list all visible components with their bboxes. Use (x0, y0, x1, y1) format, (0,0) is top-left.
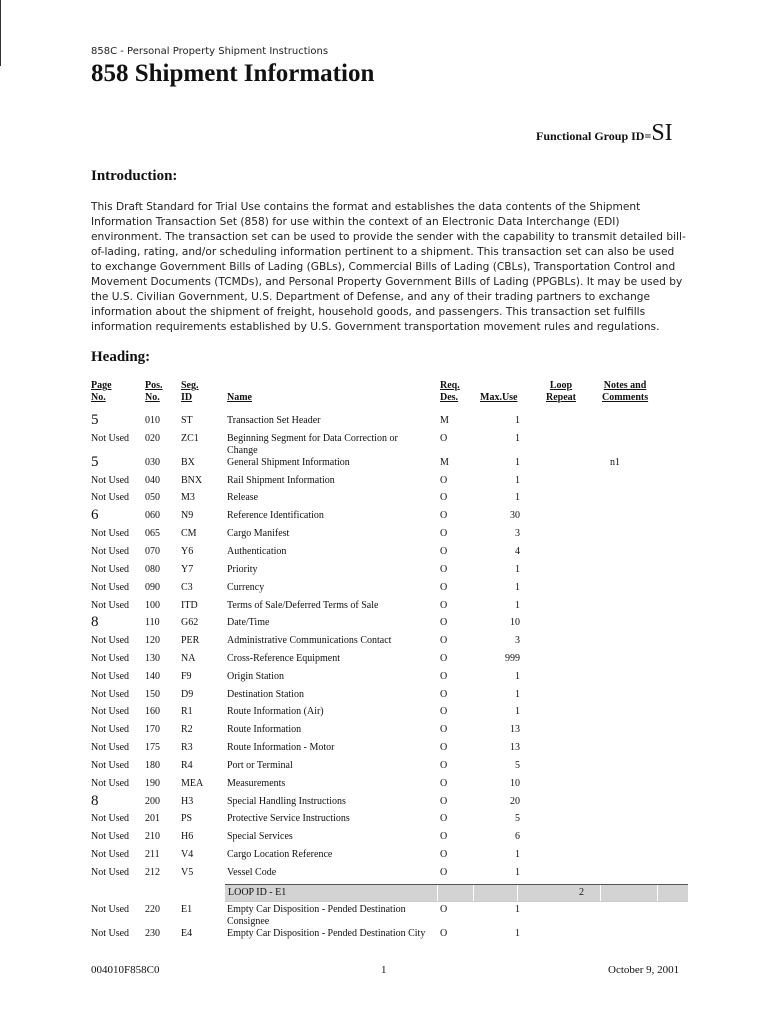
position-number: 065 (145, 528, 160, 539)
position-number: 140 (145, 671, 160, 682)
segment-id: M3 (181, 492, 195, 503)
segment-id: G62 (181, 617, 199, 628)
requirement-designator: O (440, 760, 448, 771)
max-use: 1 (515, 457, 520, 468)
segment-name: Port or Terminal (227, 760, 293, 771)
col-header-loop: Loop Repeat (546, 380, 576, 403)
loop-id-label: LOOP ID - E1 (228, 887, 287, 898)
loop-repeat: 2 (579, 887, 584, 898)
position-number: 100 (145, 600, 160, 611)
footer-date: October 9, 2001 (608, 964, 680, 976)
segment-name: Measurements (227, 778, 286, 789)
segment-id: R1 (181, 706, 193, 717)
requirement-designator: O (440, 546, 448, 557)
functional-group-label: Functional Group ID= (536, 129, 652, 143)
max-use: 1 (515, 564, 520, 575)
requirement-designator: O (440, 867, 448, 878)
page-number: Not Used (91, 760, 130, 771)
position-number: 130 (145, 653, 160, 664)
footer-doc-id: 004010F858C0 (91, 964, 160, 976)
position-number: 070 (145, 546, 160, 557)
requirement-designator: O (440, 742, 448, 753)
position-number: 160 (145, 706, 160, 717)
max-use: 10 (510, 778, 520, 789)
segment-name: Transaction Set Header (227, 415, 321, 426)
position-number: 150 (145, 689, 160, 700)
col-header-page: Page No. (91, 380, 112, 403)
requirement-designator: O (440, 689, 448, 700)
segment-name: Authentication (227, 546, 287, 557)
segment-id: MEA (181, 778, 204, 789)
max-use: 3 (515, 635, 520, 646)
max-use: 1 (515, 706, 520, 717)
max-use: 30 (510, 510, 520, 521)
position-number: 211 (145, 849, 160, 860)
col-header-name: Name (227, 392, 252, 403)
max-use: 1 (515, 928, 520, 939)
max-use: 4 (515, 546, 520, 557)
segment-name: Route Information (227, 724, 302, 735)
position-number: 010 (145, 415, 160, 426)
page-number: Not Used (91, 778, 130, 789)
max-use: 1 (515, 415, 520, 426)
page-number: 8 (91, 614, 99, 630)
max-use: 13 (510, 742, 520, 753)
segment-id: Y7 (181, 564, 194, 575)
segment-name: Origin Station (227, 671, 284, 682)
segment-name: Protective Service Instructions (227, 813, 350, 824)
segment-id: E4 (181, 928, 193, 939)
segment-name: Cargo Location Reference (227, 849, 333, 860)
page-number: Not Used (91, 433, 130, 444)
heading-section-title: Heading: (91, 349, 151, 365)
position-number: 120 (145, 635, 160, 646)
segment-name: Release (227, 492, 259, 503)
segment-id: BNX (181, 475, 203, 486)
page-number: Not Used (91, 689, 130, 700)
max-use: 1 (515, 867, 520, 878)
segment-name: Route Information - Motor (227, 742, 335, 753)
position-number: 180 (145, 760, 160, 771)
requirement-designator: O (440, 433, 448, 444)
requirement-designator: O (440, 492, 448, 503)
page-title: 858 Shipment Information (91, 60, 375, 87)
max-use: 6 (515, 831, 520, 842)
page-number: 6 (91, 507, 99, 523)
position-number: 200 (145, 796, 160, 807)
position-number: 030 (145, 457, 160, 468)
requirement-designator: O (440, 475, 448, 486)
segment-id: N9 (181, 510, 194, 521)
introduction-text: This Draft Standard for Trial Use contains the format and establishes the data contents of the Shipment Information Transaction Set (858) for use within the context of an Electronic Data Interchange (EDI) environment. The transaction set can be used to provide the sender with the capability to transmit detailed bill-of-lading, rating, and/or scheduling information pertinent to a shipment. This transaction set can also be used to exchange Government Bills of Lading (GBLs), Commercial Bills of Lading (CBLs), Transportation Control and Movement Documents (TCMDs), and Personal Property Government Bills of Lading (PPGBLs). It may be used by the U.S. Civilian Government, U.S. Department of Defense, and any of their trading partners to exchange information about the shipment of freight, household goods, and passengers. This transaction set fulfills information requirements established by U.S. Government transportation movement rules and regulations. (91, 201, 686, 333)
max-use: 5 (515, 760, 520, 771)
segment-name: General Shipment Information (227, 457, 350, 468)
introduction-heading: Introduction: (91, 168, 178, 184)
requirement-designator: O (440, 706, 448, 717)
page-number: Not Used (91, 813, 130, 824)
col-header-seg: Seg. ID (181, 380, 199, 403)
page-number: Not Used (91, 867, 130, 878)
segment-name: Vessel Code (227, 867, 277, 878)
max-use: 13 (510, 724, 520, 735)
segment-id: C3 (181, 582, 193, 593)
segment-name: Terms of Sale/Deferred Terms of Sale (227, 600, 379, 611)
requirement-designator: O (440, 528, 448, 539)
col-header-req: Req. Des. (440, 380, 460, 403)
requirement-designator: O (440, 582, 448, 593)
position-number: 090 (145, 582, 160, 593)
position-number: 175 (145, 742, 160, 753)
segment-name: Cargo Manifest (227, 528, 290, 539)
page-number: Not Used (91, 742, 130, 753)
footer-page-number: 1 (381, 964, 387, 976)
requirement-designator: O (440, 813, 448, 824)
position-number: 040 (145, 475, 160, 486)
page-number: Not Used (91, 928, 130, 939)
requirement-designator: O (440, 617, 448, 628)
position-number: 170 (145, 724, 160, 735)
segment-id: NA (181, 653, 196, 664)
segment-name: Rail Shipment Information (227, 475, 335, 486)
segment-id: H3 (181, 796, 194, 807)
functional-group-id (536, 120, 673, 147)
page-number: 5 (91, 412, 99, 428)
segment-id: R3 (181, 742, 193, 753)
page-number: Not Used (91, 849, 130, 860)
page-number: Not Used (91, 635, 130, 646)
document-subtitle: 858C - Personal Property Shipment Instructions (91, 46, 329, 57)
position-number: 212 (145, 867, 160, 878)
segment-id: PS (181, 813, 193, 824)
page-number: 5 (91, 454, 99, 470)
page-number: Not Used (91, 724, 130, 735)
segment-id: E1 (181, 904, 193, 915)
position-number: 190 (145, 778, 160, 789)
position-number: 230 (145, 928, 160, 939)
requirement-designator: O (440, 928, 448, 939)
page-number: Not Used (91, 831, 130, 842)
segment-id: ZC1 (181, 433, 199, 444)
col-header-max: Max.Use (480, 392, 518, 403)
page-number: Not Used (91, 528, 130, 539)
max-use: 1 (515, 492, 520, 503)
note-ref: n1 (610, 457, 620, 468)
segment-name: Empty Car Disposition - Pended Destination City (227, 928, 426, 939)
position-number: 201 (145, 813, 160, 824)
requirement-designator: O (440, 635, 448, 646)
max-use: 1 (515, 433, 520, 444)
segment-name: Special Handling Instructions (227, 796, 346, 807)
max-use: 1 (515, 475, 520, 486)
max-use: 1 (515, 849, 520, 860)
page-number: Not Used (91, 706, 130, 717)
requirement-designator: O (440, 778, 448, 789)
segment-id: R4 (181, 760, 193, 771)
requirement-designator: O (440, 904, 448, 915)
position-number: 110 (145, 617, 160, 628)
segment-name: Special Services (227, 831, 293, 842)
segment-name: Priority (227, 564, 258, 575)
col-header-pos: Pos. No. (145, 380, 163, 403)
segment-name: Route Information (Air) (227, 706, 324, 717)
page-number: Not Used (91, 492, 130, 503)
page-number: Not Used (91, 564, 130, 575)
page-number: Not Used (91, 582, 130, 593)
position-number: 080 (145, 564, 160, 575)
requirement-designator: O (440, 796, 448, 807)
max-use: 1 (515, 582, 520, 593)
segment-name: Date/Time (227, 617, 270, 628)
segment-id: ST (181, 415, 193, 426)
max-use: 10 (510, 617, 520, 628)
max-use: 1 (515, 671, 520, 682)
requirement-designator: M (440, 415, 449, 426)
segment-id: ITD (181, 600, 198, 611)
max-use: 3 (515, 528, 520, 539)
page-number: Not Used (91, 904, 130, 915)
segment-id: F9 (181, 671, 192, 682)
requirement-designator: O (440, 849, 448, 860)
loop-header (225, 884, 688, 902)
position-number: 060 (145, 510, 160, 521)
page-number: Not Used (91, 546, 130, 557)
page-number: Not Used (91, 671, 130, 682)
requirement-designator: O (440, 831, 448, 842)
segment-name: Destination Station (227, 689, 304, 700)
max-use: 20 (510, 796, 520, 807)
segment-name: Reference Identification (227, 510, 324, 521)
functional-group-value: SI (651, 120, 673, 146)
max-use: 1 (515, 689, 520, 700)
segment-id: R2 (181, 724, 193, 735)
position-number: 220 (145, 904, 160, 915)
page-number: Not Used (91, 600, 130, 611)
requirement-designator: O (440, 564, 448, 575)
segment-id: PER (181, 635, 200, 646)
segment-name: Currency (227, 582, 265, 593)
page-number: Not Used (91, 475, 130, 486)
requirement-designator: M (440, 457, 449, 468)
max-use: 1 (515, 600, 520, 611)
segment-name: Administrative Communications Contact (227, 635, 392, 646)
segment-id: D9 (181, 689, 194, 700)
col-header-notes: Notes and Comments (602, 380, 649, 403)
segment-id: CM (181, 528, 197, 539)
position-number: 210 (145, 831, 160, 842)
requirement-designator: O (440, 653, 448, 664)
page-number: 8 (91, 793, 99, 809)
max-use: 999 (505, 653, 520, 664)
requirement-designator: O (440, 510, 448, 521)
max-use: 1 (515, 904, 520, 915)
segment-id: H6 (181, 831, 194, 842)
segment-id: Y6 (181, 546, 194, 557)
requirement-designator: O (440, 671, 448, 682)
requirement-designator: O (440, 600, 448, 611)
segment-id: V4 (181, 849, 194, 860)
position-number: 050 (145, 492, 160, 503)
requirement-designator: O (440, 724, 448, 735)
segment-id: BX (181, 457, 195, 468)
segment-name: Empty Car Disposition - Pended Destination Consignee (227, 904, 406, 927)
position-number: 020 (145, 433, 160, 444)
page-number: Not Used (91, 653, 130, 664)
segment-name: Beginning Segment for Data Correction or Change (227, 433, 398, 456)
max-use: 5 (515, 813, 520, 824)
segment-name: Cross-Reference Equipment (227, 653, 341, 664)
segment-id: V5 (181, 867, 194, 878)
